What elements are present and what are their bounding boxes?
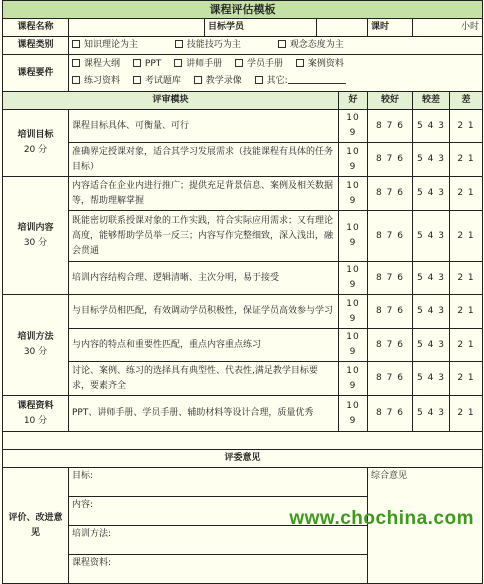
element-outline[interactable]: 课程大纲 xyxy=(72,56,120,73)
opinion-objectives-label: 目标: xyxy=(72,471,94,481)
element-ppt[interactable]: PPT xyxy=(133,56,161,73)
score-fairly-good[interactable]: 8 7 6 xyxy=(368,110,413,143)
type-options xyxy=(69,37,483,55)
score-fairly-poor[interactable]: 5 4 3 xyxy=(413,396,450,432)
hours-unit: 小时 xyxy=(461,22,480,32)
score-fairly-good[interactable]: 8 7 6 xyxy=(368,143,413,177)
element-trainer-manual[interactable]: 讲师手册 xyxy=(174,56,222,73)
grade-fairly-good-header: 较好 xyxy=(368,92,413,110)
score-good[interactable]: 10 9 xyxy=(339,177,368,211)
checkbox-icon[interactable] xyxy=(194,76,202,84)
checkbox-icon[interactable] xyxy=(174,59,182,67)
score-poor[interactable]: 2 1 xyxy=(450,329,483,362)
course-name-field[interactable] xyxy=(69,19,205,37)
score-fairly-poor[interactable]: 5 4 3 xyxy=(413,362,450,396)
grade-good-header: 好 xyxy=(339,92,368,110)
score-poor[interactable]: 2 1 xyxy=(450,110,483,143)
score-fairly-good[interactable]: 8 7 6 xyxy=(368,329,413,362)
opinion-methods-label: 培训方法: xyxy=(72,529,112,539)
criterion-text: 培训内容结构合理、逻辑清晰、主次分明，易于接受 xyxy=(69,262,339,295)
score-fairly-poor[interactable]: 5 4 3 xyxy=(413,329,450,362)
score-poor[interactable]: 2 1 xyxy=(450,143,483,177)
criterion-text: 与内容的特点和重要性匹配，重点内容重点练习 xyxy=(69,329,339,362)
score-good[interactable]: 10 9 xyxy=(339,396,368,432)
score-fairly-poor[interactable]: 5 4 3 xyxy=(413,110,450,143)
spacer-row xyxy=(3,432,483,450)
score-fairly-poor[interactable]: 5 4 3 xyxy=(413,177,450,211)
score-good[interactable]: 10 9 xyxy=(339,362,368,396)
criterion-text: 内容适合在企业内进行推广；提供充足背景信息、案例及相关数据等，帮助理解掌握 xyxy=(69,177,339,211)
grade-fairly-poor-header: 较差 xyxy=(413,92,450,110)
criterion-text: 既能密切联系授课对象的工作实践，符合实际应用需求；又有理论高度，能够帮助学员举一反三；内容写作完整细致，深入浅出，融会贯通 xyxy=(69,211,339,262)
section-methods: 培训方法 30 分 xyxy=(3,295,69,396)
element-exercises[interactable]: 练习资料 xyxy=(72,73,120,90)
criterion-text: 准确界定授课对象，适合其学习发展需求（技能课程有具体的任务目标） xyxy=(69,143,339,177)
criterion-text: PPT、讲师手册、学员手册、辅助材料等设计合理，质量优秀 xyxy=(69,396,339,432)
opinions-header: 评委意见 xyxy=(3,450,483,468)
grade-poor-header: 差 xyxy=(450,92,483,110)
evaluation-form xyxy=(2,0,483,584)
checkbox-icon[interactable] xyxy=(235,59,243,67)
criterion-text: 课程目标具体、可衡量、可行 xyxy=(69,110,339,143)
criterion-text: 与目标学员相匹配，有效调动学员积极性，保证学员高效参与学习 xyxy=(69,295,339,329)
score-poor[interactable]: 2 1 xyxy=(450,211,483,262)
elements-row-2 xyxy=(72,73,479,90)
elements-row-1 xyxy=(72,56,479,73)
score-fairly-poor[interactable]: 5 4 3 xyxy=(413,295,450,329)
element-student-manual[interactable]: 学员手册 xyxy=(235,56,283,73)
checkbox-icon[interactable] xyxy=(296,59,304,67)
type-option-knowledge[interactable]: 知识理论为主 xyxy=(72,38,138,53)
section-objectives: 培训目标 20 分 xyxy=(3,110,69,177)
course-name-label: 课程名称 xyxy=(3,19,69,37)
checkbox-icon[interactable] xyxy=(255,76,263,84)
score-fairly-good[interactable]: 8 7 6 xyxy=(368,396,413,432)
checkbox-icon[interactable] xyxy=(72,59,80,67)
section-content: 培训内容 30 分 xyxy=(3,177,69,295)
score-poor[interactable]: 2 1 xyxy=(450,396,483,432)
score-fairly-poor[interactable]: 5 4 3 xyxy=(413,143,450,177)
checkbox-icon[interactable] xyxy=(278,40,286,48)
opinion-objectives-field[interactable] xyxy=(69,468,368,497)
type-option-skill[interactable]: 技能技巧为主 xyxy=(175,38,241,53)
score-fairly-good[interactable]: 8 7 6 xyxy=(368,295,413,329)
target-label: 目标学员 xyxy=(205,19,317,37)
element-question-bank[interactable]: 考试题库 xyxy=(133,73,181,90)
score-fairly-poor[interactable]: 5 4 3 xyxy=(413,211,450,262)
hours-field[interactable] xyxy=(413,19,483,37)
score-good[interactable]: 10 9 xyxy=(339,329,368,362)
score-good[interactable]: 10 9 xyxy=(339,110,368,143)
review-module-header: 评审模块 xyxy=(3,92,339,110)
score-good[interactable]: 10 9 xyxy=(339,211,368,262)
element-cases[interactable]: 案例资料 xyxy=(296,56,344,73)
score-fairly-good[interactable]: 8 7 6 xyxy=(368,211,413,262)
elements-options xyxy=(69,55,483,92)
score-good[interactable]: 10 9 xyxy=(339,143,368,177)
criterion-text: 讨论、案例、练习的选择具有典型性、代表性,满足教学目标要求，要素齐全 xyxy=(69,362,339,396)
score-poor[interactable]: 2 1 xyxy=(450,177,483,211)
score-fairly-good[interactable]: 8 7 6 xyxy=(368,262,413,295)
score-good[interactable]: 10 9 xyxy=(339,295,368,329)
opinion-content-label: 内容: xyxy=(72,500,94,510)
elements-label: 课程要件 xyxy=(3,55,69,92)
hours-label: 课时 xyxy=(368,19,413,37)
type-label: 课程类别 xyxy=(3,37,69,55)
score-fairly-good[interactable]: 8 7 6 xyxy=(368,177,413,211)
watermark: www.chochina.com xyxy=(289,508,474,529)
score-good[interactable]: 10 9 xyxy=(339,262,368,295)
checkbox-icon[interactable] xyxy=(133,59,141,67)
opinion-materials-field[interactable] xyxy=(69,555,368,584)
form-title: 课程评估模板 xyxy=(3,1,483,19)
score-fairly-poor[interactable]: 5 4 3 xyxy=(413,262,450,295)
type-option-attitude[interactable]: 观念态度为主 xyxy=(278,38,344,53)
score-fairly-good[interactable]: 8 7 6 xyxy=(368,362,413,396)
element-other[interactable]: 其它: xyxy=(255,73,346,90)
score-poor[interactable]: 2 1 xyxy=(450,295,483,329)
opinion-materials-label: 课程资料: xyxy=(72,558,112,568)
score-poor[interactable]: 2 1 xyxy=(450,262,483,295)
checkbox-icon[interactable] xyxy=(175,40,183,48)
overall-opinion-label: 综合意见 xyxy=(371,471,408,481)
score-poor[interactable]: 2 1 xyxy=(450,362,483,396)
element-video[interactable]: 教学录像 xyxy=(194,73,242,90)
section-materials: 课程资料 10 分 xyxy=(3,396,69,432)
target-field[interactable] xyxy=(317,19,368,37)
other-input-line[interactable] xyxy=(288,74,346,84)
opinions-label: 评价、改进意见 xyxy=(3,468,69,584)
checkbox-icon[interactable] xyxy=(72,40,80,48)
checkbox-icon[interactable] xyxy=(72,76,80,84)
checkbox-icon[interactable] xyxy=(133,76,141,84)
